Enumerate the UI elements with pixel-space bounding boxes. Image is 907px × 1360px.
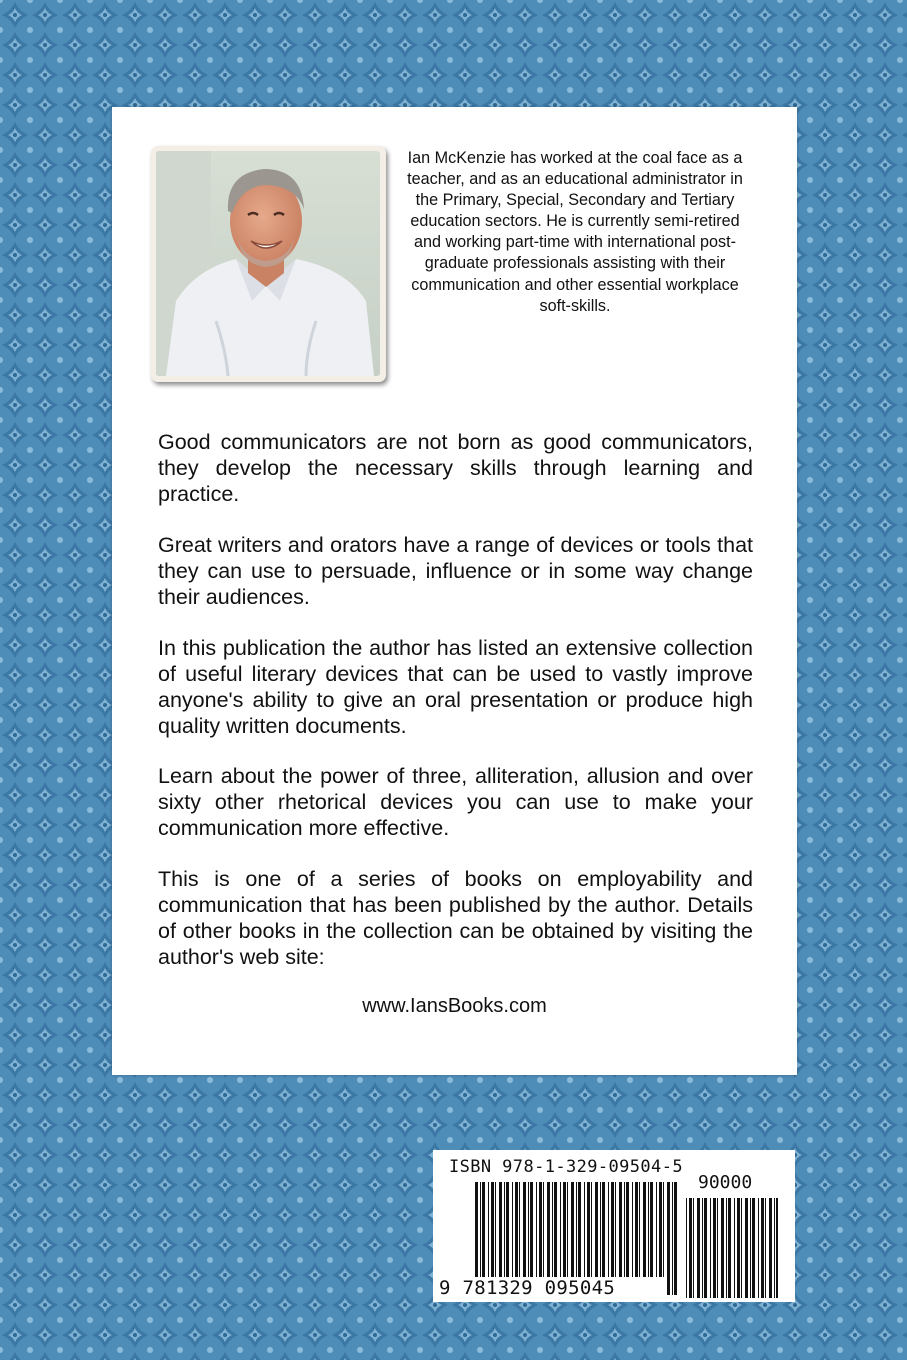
barcode-bar	[710, 1198, 711, 1298]
barcode-bar	[758, 1198, 759, 1298]
author-photo-frame	[151, 146, 386, 382]
barcode-bar	[750, 1198, 751, 1298]
barcode-bar	[672, 1182, 673, 1295]
barcode-bar	[769, 1198, 772, 1298]
barcode-bar	[693, 1198, 694, 1298]
barcode-bar	[686, 1198, 687, 1298]
price-code: 90000	[698, 1172, 753, 1193]
isbn-label: ISBN 978-1-329-09504-5	[449, 1157, 683, 1177]
author-portrait-icon	[156, 151, 380, 376]
barcode-bar	[752, 1198, 755, 1298]
barcode-bar	[734, 1198, 735, 1298]
barcode-bar	[765, 1198, 766, 1298]
barcode-bar	[728, 1198, 731, 1298]
description-paragraph-4: Learn about the power of three, alliteration, allusion and over sixty other rhetorical devices you can use to make your communication more effective.	[158, 764, 753, 840]
barcode-bar	[745, 1198, 748, 1298]
barcode-bar	[697, 1198, 700, 1298]
description-paragraph-3: In this publication the author has listed an extensive collection of useful literary devices that can be used to vastly improve anyone's ability to give an oral presentation or produce high quality written documents.	[158, 636, 753, 738]
barcode-bar	[761, 1198, 764, 1298]
barcode-bar	[667, 1182, 670, 1295]
barcode-bar	[704, 1198, 707, 1298]
description-paragraph-2: Great writers and orators have a range of devices or tools that they can use to persuade, influence or in some way change their audiences.	[158, 533, 753, 609]
barcode-bar	[737, 1198, 740, 1298]
barcode-digits: 9 781329 095045	[437, 1277, 665, 1299]
barcode-bar	[674, 1182, 677, 1295]
isbn-barcode	[433, 1150, 795, 1302]
description-paragraph-5: This is one of a series of books on employability and communication that has been published by the author. Details of other books in the collection can be obtained by visiting the author's web site:	[158, 867, 753, 969]
author-bio: Ian McKenzie has worked at the coal face as a teacher, and as an educational administrator in the Primary, Special, Secondary and Tertiary education sectors. He is currently semi-retired and working part-time with international post-graduate professionals assisting with their communication and other essential workplace soft-skills.	[407, 149, 743, 315]
barcode-bar	[774, 1198, 775, 1298]
barcode-bar	[721, 1198, 724, 1298]
barcode-bar	[776, 1198, 778, 1298]
barcode-bar	[702, 1198, 703, 1298]
description-paragraph-1: Good communicators are not born as good communicators, they develop the necessary skills through learning and practice.	[158, 430, 753, 506]
author-website: www.IansBooks.com	[362, 995, 547, 1017]
barcode-bar	[726, 1198, 727, 1298]
barcode-bar	[689, 1198, 692, 1298]
barcode-bar	[717, 1198, 718, 1298]
barcode-bar	[741, 1198, 742, 1298]
barcode-bar	[713, 1198, 716, 1298]
